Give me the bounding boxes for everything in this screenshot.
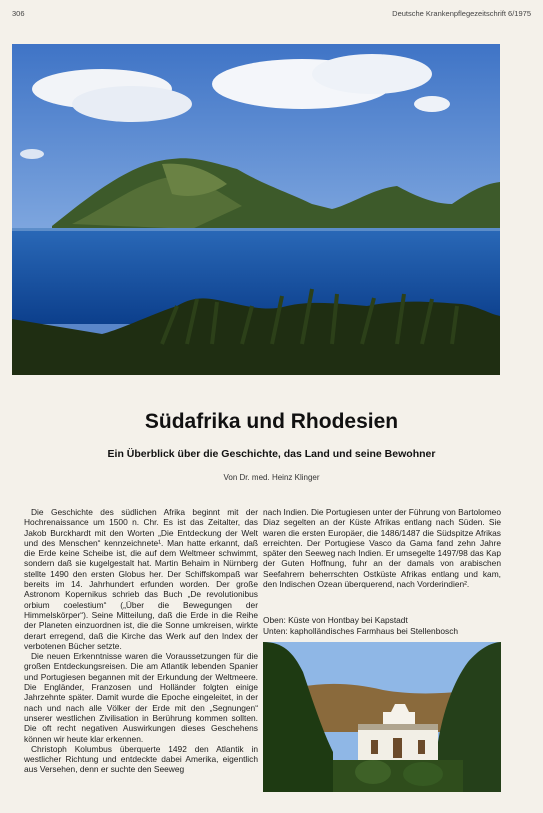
paragraph: Christoph Kolumbus überquerte 1492 den Atlantik in westlicher Richtung und entdeckte dabei Amerika, eigentlich aus Versehen, denn er suchte den Seeweg [24,743,258,775]
article-title: Südafrika und Rhodesien [144,410,399,433]
article-author: Von Dr. med. Heinz Klinger [223,473,320,482]
caption-top: Oben: Küste von Hontbay bei Kapstadt [263,615,408,625]
paragraph: Die Geschichte des südlichen Afrika beginnt mit der Hochrenaissance um 1500 n. Chr. Es ist das Zeitalter, das Jakob Burckhardt mit den Worten „Die Entdeckung der Welt und des Menschen“ kennzeichnete¹. Man hatte erkannt, daß die Erde keine Scheibe ist, die auf dem Weltmeer schwimmt, sondern daß sie kugelgestalt hat. Martin Behaim in Nürnberg stellte 1490 den ersten Globus her. Der Schiffskompaß war bereits im 14. Jahrhundert erfunden worden. Der große Astronom Kopernikus schrieb das Buch „De revolutionibus orbium coelestium“ („Über die Bewegungen der Himmelskörper“). Seine Mitteilung, daß die Erde in die Reihe der Planeten einzuordnen ist, die die Sonne umkreisen, wirkte derart erregend, daß die Kirche das Werk auf den Index der verbotenen Bücher setzte. [24,507,258,651]
text-column-right [263,507,501,607]
page-number: 306 [12,9,25,18]
paragraph: Die neuen Erkenntnisse waren die Voraussetzungen für die großen Entdeckungsreisen. Die am Atlantik lebenden Spanier und Portugiesen begannen mit der Erkundung der Weltmeere. Die Engländer, Franzosen und Holländer folgten einige Jahrzehnte später. Damit wurde die Epoche eingeleitet, in der nach und nach alle Völker der Erde mit den „Segnungen“ unserer westlichen Zivilisation in Berührung kommen sollten. Die oft recht negativen Auswirkungen dieses Geschehens können wir heute klar erkennen. [24,651,258,744]
farmhouse-photo [263,642,501,792]
caption-bottom: Unten: kapholländisches Farmhaus bei Stellenbosch [263,626,459,636]
article-subtitle: Ein Überblick über die Geschichte, das Land und seine Bewohner [107,448,436,460]
paragraph: nach Indien. Die Portugiesen unter der Führung von Bartolomeo Diaz segelten an der Küste Afrikas entlang nach Süden. Sie waren die ersten Europäer, die 1486/1487 die Südspitze Afrikas erreichten. Der Portugiese Vasco da Gama fand zehn Jahre später den Seeweg nach Indien. Er umsegelte 1497/98 das Kap der Guten Hoffnung, fuhr an der damals von arabischen Seefahrern beherrschten Ostküste Afrikas entlang und kam, den Indischen Ozean überquerend, nach Vorderindien². [263,507,501,590]
coast-photo [12,44,500,375]
journal-reference: Deutsche Krankenpflegezeitschrift 6/1975 [392,9,531,18]
text-column-left [24,507,258,807]
running-head [12,9,531,21]
